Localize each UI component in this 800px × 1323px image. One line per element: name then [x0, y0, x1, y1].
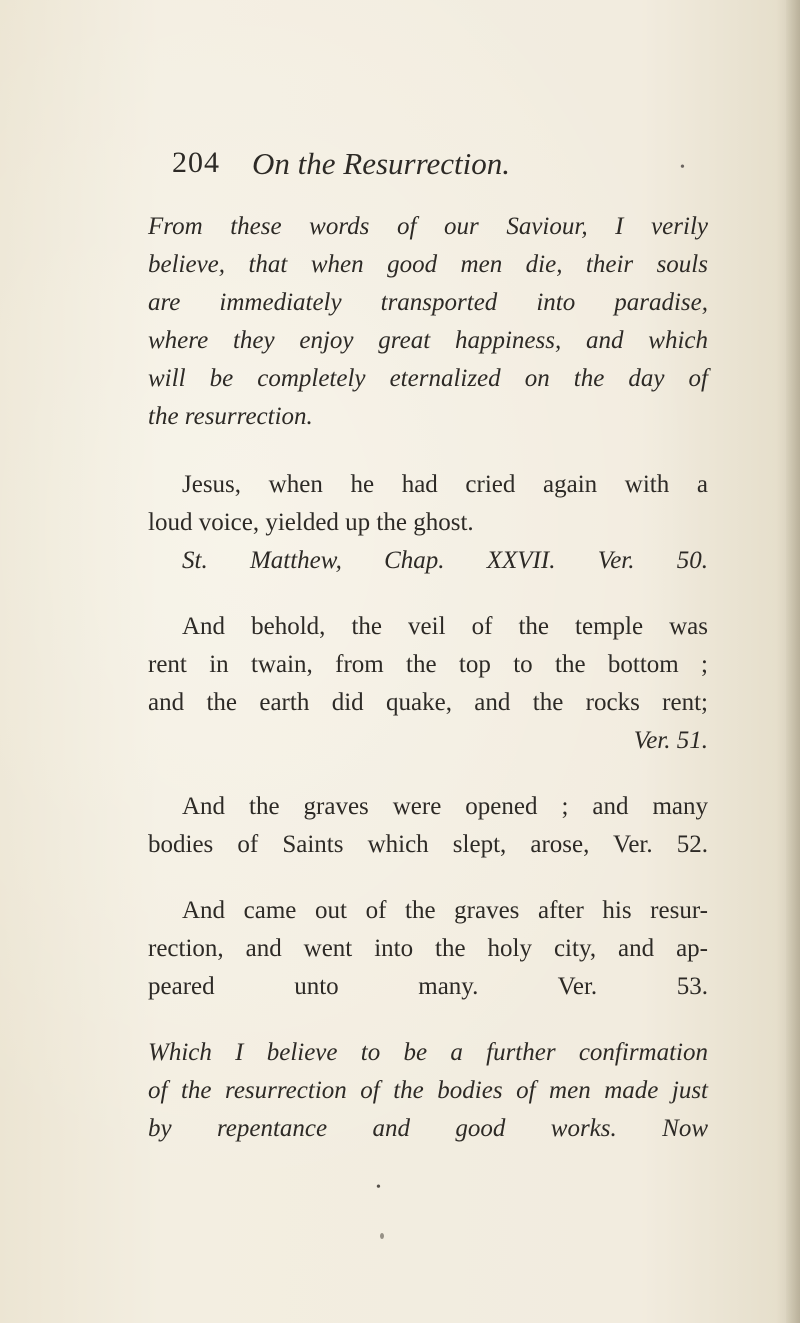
- running-title: On the Resurrection.: [252, 146, 510, 181]
- paragraph-3: [148, 608, 708, 760]
- ink-speck: [380, 1233, 384, 1239]
- line: And the graves were opened ; and many: [182, 793, 708, 820]
- line: of the resurrection of the bodies of men made just: [148, 1077, 708, 1104]
- line: From these words of our Saviour, I verily: [148, 213, 708, 240]
- line: rection, and went into the holy city, and ap-: [148, 935, 708, 962]
- line: will be completely eternalized on the day of: [148, 365, 708, 392]
- line: the resurrection.: [148, 403, 313, 430]
- paragraph-6: [148, 1034, 708, 1148]
- line: are immediately transported into paradise,: [148, 289, 708, 316]
- line: peared unto many. Ver. 53.: [148, 973, 708, 1000]
- paragraph-4: [148, 788, 708, 864]
- header-mark: •: [680, 160, 685, 175]
- line: Jesus, when he had cried again with a: [182, 471, 708, 498]
- line: rent in twain, from the top to the bottom ;: [148, 651, 708, 678]
- line: Which I believe to be a further confirmation: [148, 1039, 708, 1066]
- page-number: 204: [172, 146, 220, 179]
- paragraph-5: [148, 892, 708, 1006]
- line: where they enjoy great happiness, and which: [148, 327, 708, 354]
- line: bodies of Saints which slept, arose, Ver. 52.: [148, 831, 708, 858]
- line: believe, that when good men die, their souls: [148, 251, 708, 278]
- paragraph-2: [148, 466, 708, 580]
- line: And behold, the veil of the temple was: [182, 613, 708, 640]
- citation: Ver. 51.: [633, 727, 708, 754]
- body-text: [148, 208, 708, 1148]
- page-edge-shadow: [786, 0, 800, 1323]
- line: by repentance and good works. Now: [148, 1115, 708, 1142]
- line: loud voice, yielded up the ghost.: [148, 509, 474, 536]
- line: and the earth did quake, and the rocks rent;: [148, 689, 708, 716]
- citation: St. Matthew, Chap. XXVII. Ver. 50.: [182, 547, 708, 574]
- footer-mark: •: [376, 1180, 381, 1195]
- page-header: [172, 146, 692, 196]
- paragraph-1: [148, 208, 708, 436]
- line: And came out of the graves after his resur-: [182, 897, 708, 924]
